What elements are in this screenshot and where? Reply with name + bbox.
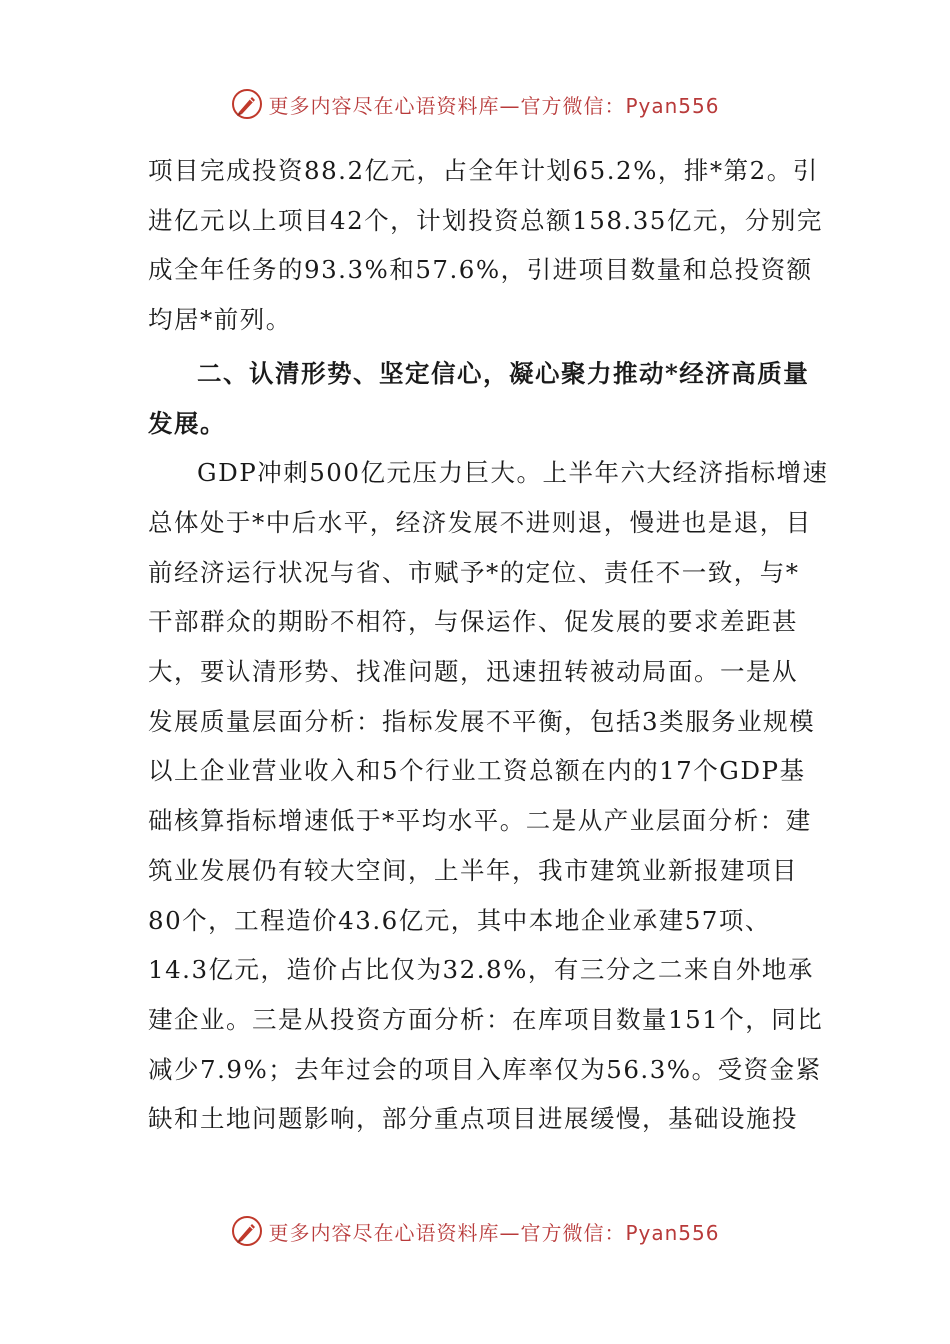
footer-banner xyxy=(0,1211,950,1251)
text-line: 干部群众的期盼不相符，与保运作、促发展的要求差距甚 xyxy=(148,607,798,637)
pen-logo-icon xyxy=(230,1214,264,1248)
text-line: 成全年任务的93.3%和57.6%，引进项目数量和总投资额 xyxy=(148,255,813,285)
text-line: 缺和土地问题影响，部分重点项目进展缓慢，基础设施投 xyxy=(148,1104,798,1134)
text-line: 发展质量层面分析：指标发展不平衡，包括3类服务业规模 xyxy=(148,706,816,736)
text-line: 14.3亿元，造价占比仅为32.8%，有三分之二来自外地承 xyxy=(148,955,814,985)
paragraph-1 xyxy=(148,146,823,345)
text-line: 建企业。三是从投资方面分析：在库项目数量151个，同比 xyxy=(148,1004,824,1034)
banner-text: 更多内容尽在心语资料库—官方微信：Pyan556 xyxy=(268,93,720,118)
paragraph-2 xyxy=(148,448,829,1144)
text-line: 项目完成投资88.2亿元，占全年计划65.2%，排*第2。引 xyxy=(148,156,819,185)
heading-line: 发展。 xyxy=(148,408,226,438)
header-banner xyxy=(0,84,950,124)
section-heading xyxy=(148,349,816,448)
text-line: GDP冲刺500亿元压力巨大。上半年六大经济指标增速 xyxy=(197,458,829,488)
text-line: 大，要认清形势、找准问题，迅速扭转被动局面。一是从 xyxy=(148,657,798,687)
text-line: 前经济运行状况与省、市赋予*的定位、责任不一致，与* xyxy=(148,557,800,587)
text-line: 进亿元以上项目42个，计划投资总额158.35亿元，分别完 xyxy=(148,205,823,235)
text-line: 础核算指标增速低于*平均水平。二是从产业层面分析：建 xyxy=(148,806,812,836)
text-line: 减少7.9%；去年过会的项目入库率仅为56.3%。受资金紧 xyxy=(148,1054,822,1084)
banner-text: 更多内容尽在心语资料库—官方微信：Pyan556 xyxy=(268,1220,720,1245)
text-line: 均居*前列。 xyxy=(148,305,292,335)
text-line: 总体处于*中后水平，经济发展不进则退，慢进也是退，目 xyxy=(148,507,812,537)
document-body xyxy=(148,146,829,1144)
heading-line: 二、认清形势、坚定信心，凝心聚力推动*经济高质量 xyxy=(197,358,810,388)
pen-logo-icon xyxy=(230,87,264,121)
text-line: 筑业发展仍有较大空间，上半年，我市建筑业新报建项目 xyxy=(148,855,798,885)
text-line: 80个，工程造价43.6亿元，其中本地企业承建57项、 xyxy=(148,905,771,935)
text-line: 以上企业营业收入和5个行业工资总额在内的17个GDP基 xyxy=(148,756,806,786)
